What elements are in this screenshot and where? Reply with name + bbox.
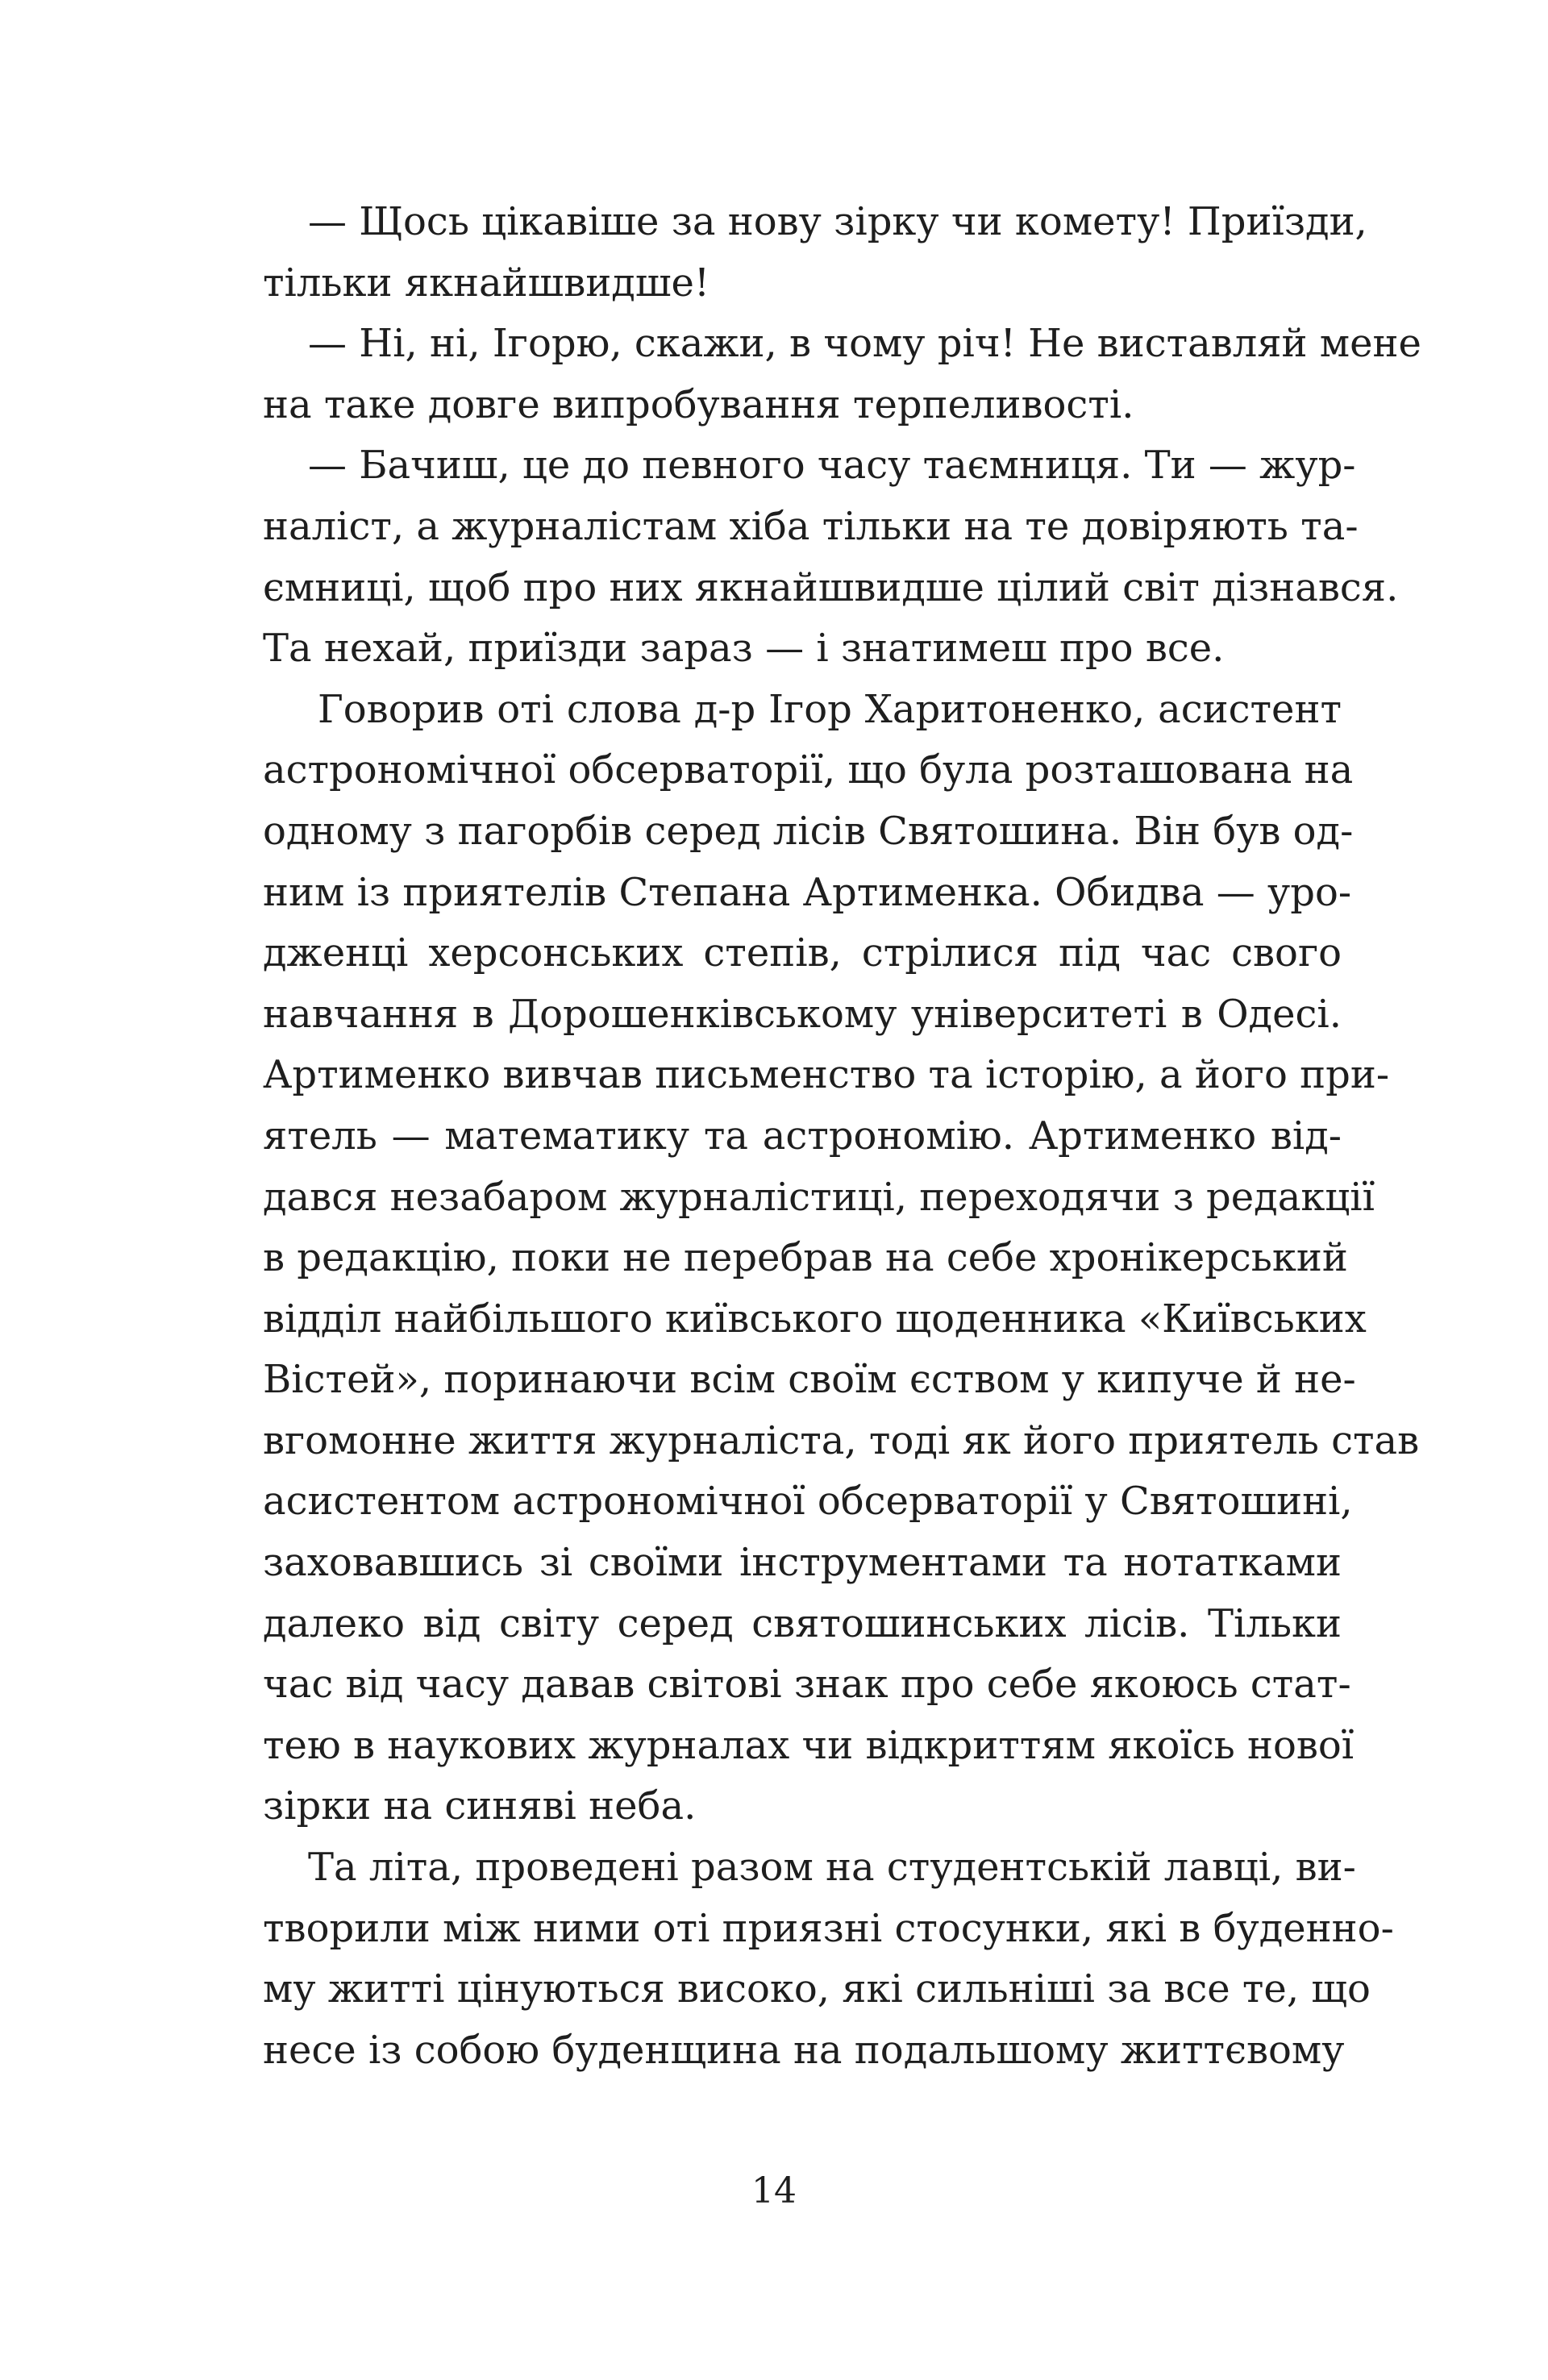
text-line: — Бачиш, це до певного часу таємниця. Ти — жур- <box>308 443 1356 489</box>
text-line: час від часу давав світові знак про себе якоюсь стат- <box>263 1662 1351 1708</box>
text-line: дженці херсонських степів, стрілися під час свого <box>263 930 1342 976</box>
text-line: му житті цінуються високо, які сильніші за все те, що <box>263 1966 1371 2012</box>
text-line: дався незабаром журналістиці, переходячи з редакції <box>263 1174 1375 1220</box>
text-line: Та нехай, приїзди зараз — і знатимеш про все. <box>263 626 1225 672</box>
text-line: Та літа, проведені разом на студентській лавці, ви- <box>308 1845 1356 1891</box>
text-line: — Щось цікавіше за нову зірку чи комету! Приїзди, <box>308 199 1367 244</box>
text-line: далеко від світу серед святошинських лісів. Тільки <box>263 1600 1342 1646</box>
text-line: тею в наукових журналах чи відкриттям якоїсь нової <box>263 1722 1354 1768</box>
text-line: астрономічної обсерваторії, що була розташована на <box>263 747 1354 793</box>
text-line: асистентом астрономічної обсерваторії у Святошині, <box>263 1479 1353 1525</box>
text-line: відділ найбільшого київського щоденника «Київських <box>263 1296 1367 1342</box>
text-line: в редакцію, поки не перебрав на себе хронікерський <box>263 1235 1348 1281</box>
text-line: на таке довге випробування терпеливості. <box>263 381 1134 427</box>
text-line: несе із собою буденщина на подальшому життєвому <box>263 2027 1345 2073</box>
page-number: 14 <box>751 2170 797 2211</box>
text-line: наліст, а журналістам хіба тільки на те довіряють та- <box>263 503 1359 549</box>
text-line: заховавшись зі своїми інструментами та нотатками <box>263 1540 1342 1586</box>
text-line: ємниці, щоб про них якнайшвидше цілий світ дізнався. <box>263 564 1399 610</box>
text-line: вгомонне життя журналіста, тоді як його приятель став <box>263 1417 1420 1463</box>
text-line: тільки якнайшвидше! <box>263 260 710 306</box>
text-line: Говорив оті слова д-р Ігор Харитоненко, асистент <box>318 686 1342 732</box>
text-line: одному з пагорбів серед лісів Святошина. Він був од- <box>263 808 1354 854</box>
text-line: навчання в Дорошенківському університеті в Одесі. <box>263 991 1342 1037</box>
text-line: — Ні, ні, Ігорю, скажи, в чому річ! Не виставляй мене <box>308 321 1421 367</box>
text-line: зірки на синяві неба. <box>263 1783 697 1829</box>
text-line: Артименко вивчав письменство та історію, а його при- <box>263 1052 1390 1098</box>
text-line: творили між ними оті приязні стосунки, які в буденно- <box>263 1905 1394 1951</box>
body-text <box>263 192 1421 2081</box>
text-line: ним із приятелів Степана Артименка. Обидва — уро- <box>263 869 1352 915</box>
text-line: ятель — математику та астрономію. Артименко від- <box>263 1113 1342 1159</box>
text-line: Вістей», поринаючи всім своїм єством у кипуче й не- <box>263 1357 1356 1403</box>
